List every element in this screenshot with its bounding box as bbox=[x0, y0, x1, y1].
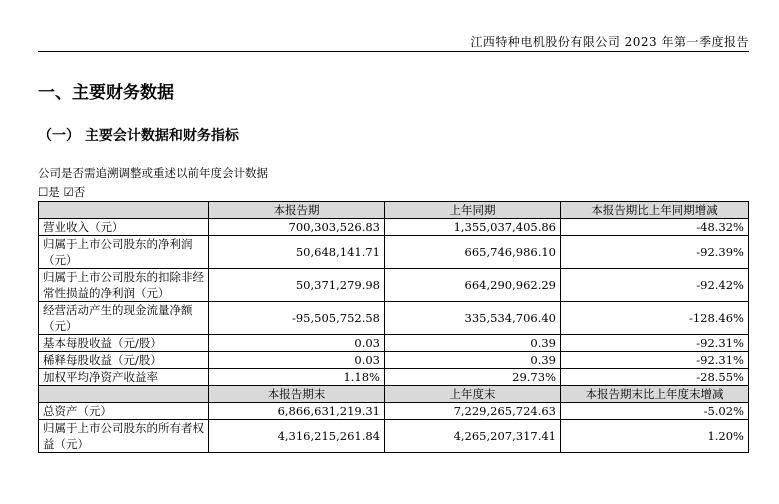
row-label: 归属于上市公司股东的所有者权益（元） bbox=[39, 420, 209, 453]
change-cell: -92.42% bbox=[561, 269, 749, 302]
table-row bbox=[39, 352, 749, 369]
header-cell bbox=[39, 386, 209, 403]
row-label: 基本每股收益（元/股） bbox=[39, 335, 209, 352]
value-cell: 1,355,037,405.86 bbox=[385, 219, 561, 236]
value-cell: 4,316,215,261.84 bbox=[209, 420, 385, 453]
table-row bbox=[39, 269, 749, 302]
header-cell: 上年度末 bbox=[385, 386, 561, 403]
change-cell: -92.31% bbox=[561, 335, 749, 352]
value-cell: 0.03 bbox=[209, 352, 385, 369]
value-cell: 1.18% bbox=[209, 369, 385, 386]
value-cell: 6,866,631,219.31 bbox=[209, 403, 385, 420]
change-cell: -92.31% bbox=[561, 352, 749, 369]
change-cell: 1.20% bbox=[561, 420, 749, 453]
report-header-title: 江西特种电机股份有限公司 2023 年第一季度报告 bbox=[470, 35, 749, 49]
value-cell: 0.03 bbox=[209, 335, 385, 352]
value-cell: 665,746,986.10 bbox=[385, 236, 561, 269]
row-label: 营业收入（元） bbox=[39, 219, 209, 236]
change-cell: -28.55% bbox=[561, 369, 749, 386]
value-cell: 4,265,207,317.41 bbox=[385, 420, 561, 453]
value-cell: -95,505,752.58 bbox=[209, 302, 385, 335]
row-label: 总资产（元） bbox=[39, 403, 209, 420]
value-cell: 0.39 bbox=[385, 335, 561, 352]
row-label: 稀释每股收益（元/股） bbox=[39, 352, 209, 369]
header-divider bbox=[38, 51, 749, 52]
row-label: 归属于上市公司股东的扣除非经常性损益的净利润（元） bbox=[39, 269, 209, 302]
table-header-row bbox=[39, 202, 749, 219]
restatement-question: 公司是否需追溯调整或重述以前年度会计数据 bbox=[38, 166, 268, 180]
header-cell: 上年同期 bbox=[385, 202, 561, 219]
value-cell: 335,534,706.40 bbox=[385, 302, 561, 335]
value-cell: 0.39 bbox=[385, 352, 561, 369]
value-cell: 700,303,526.83 bbox=[209, 219, 385, 236]
header-cell: 本报告期 bbox=[209, 202, 385, 219]
table-row bbox=[39, 369, 749, 386]
table-row bbox=[39, 403, 749, 420]
restatement-answer: ☐是 ☑否 bbox=[38, 185, 86, 199]
table-row bbox=[39, 420, 749, 453]
table-row bbox=[39, 236, 749, 269]
change-cell: -92.39% bbox=[561, 236, 749, 269]
header-cell: 本报告期末 bbox=[209, 386, 385, 403]
value-cell: 29.73% bbox=[385, 369, 561, 386]
financial-data-table bbox=[38, 201, 749, 453]
change-cell: -128.46% bbox=[561, 302, 749, 335]
value-cell: 50,371,279.98 bbox=[209, 269, 385, 302]
row-label: 经营活动产生的现金流量净额（元） bbox=[39, 302, 209, 335]
table-row bbox=[39, 302, 749, 335]
table-row bbox=[39, 335, 749, 352]
row-label: 加权平均净资产收益率 bbox=[39, 369, 209, 386]
header-cell bbox=[39, 202, 209, 219]
header-cell: 本报告期比上年同期增减 bbox=[561, 202, 749, 219]
change-cell: -5.02% bbox=[561, 403, 749, 420]
table-row bbox=[39, 219, 749, 236]
subsection-title: （一） 主要会计数据和财务指标 bbox=[38, 128, 239, 144]
table-header-row bbox=[39, 386, 749, 403]
change-cell: -48.32% bbox=[561, 219, 749, 236]
value-cell: 50,648,141.71 bbox=[209, 236, 385, 269]
row-label: 归属于上市公司股东的净利润（元） bbox=[39, 236, 209, 269]
section-title: 一、主要财务数据 bbox=[38, 83, 174, 103]
value-cell: 7,229,265,724.63 bbox=[385, 403, 561, 420]
value-cell: 664,290,962.29 bbox=[385, 269, 561, 302]
header-cell: 本报告期末比上年度末增减 bbox=[561, 386, 749, 403]
